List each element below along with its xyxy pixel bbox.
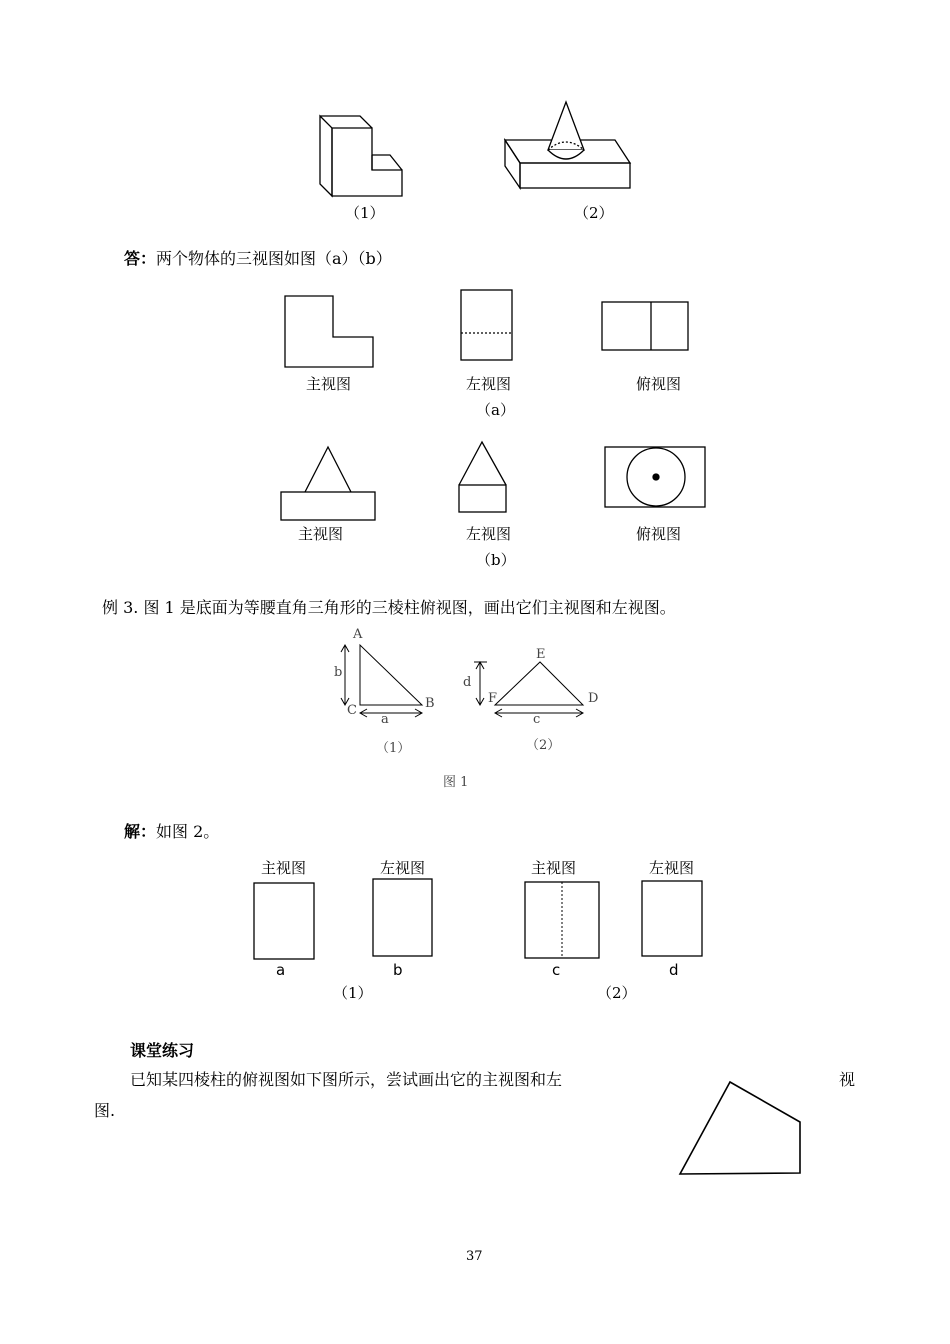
vertex-c-label: C <box>347 703 357 718</box>
page-number: 37 <box>466 1249 483 1264</box>
fig2-label-d: d <box>669 961 679 979</box>
fig2-g1-front-label: 主视图 <box>261 859 307 877</box>
figure-1-caption: 图 1 <box>443 775 469 790</box>
fig2-g1-caption: （1） <box>333 984 373 1002</box>
vertex-d-label: D <box>588 691 599 706</box>
views-a-caption: （a） <box>476 401 515 419</box>
figure-1-drawing <box>341 645 583 717</box>
vertex-e-label: E <box>536 647 546 662</box>
answer-line <box>124 249 392 269</box>
answer-prefix: 答： <box>124 249 157 268</box>
side-d-label: d <box>463 675 472 690</box>
views-b-caption: （b） <box>476 551 516 569</box>
fig2-label-b: b <box>393 961 403 979</box>
views-a-front-label: 主视图 <box>306 375 352 393</box>
fig2-g1-left-label: 左视图 <box>380 859 426 877</box>
fig2-label-a: a <box>276 961 286 979</box>
views-a-drawing <box>285 290 688 367</box>
solution-prefix: 解： <box>124 822 157 841</box>
side-b-label: b <box>334 665 343 680</box>
side-c-label: c <box>533 712 541 727</box>
figure-1-sub1-caption: （1） <box>376 741 411 756</box>
fig2-label-c: c <box>552 961 561 979</box>
views-a-left-label: 左视图 <box>466 375 512 393</box>
figure-1-sub2-caption: （2） <box>526 738 561 753</box>
example-3-text: 例 3. 图 1 是底面为等腰直角三角形的三棱柱俯视图，画出它们主视图和左视图。 <box>102 598 676 617</box>
answer-text: 两个物体的三视图如图（a）（b） <box>156 249 392 268</box>
views-b-front-label: 主视图 <box>298 525 344 543</box>
views-a-top-label: 俯视图 <box>636 375 682 393</box>
practice-line-2: 图. <box>94 1101 116 1120</box>
fig2-g2-front-label: 主视图 <box>531 859 577 877</box>
views-b-drawing <box>281 442 705 520</box>
solid-2-caption: （2） <box>574 204 614 222</box>
solution-text: 如图 2。 <box>156 822 220 841</box>
side-a-label: a <box>381 712 389 727</box>
practice-heading: 课堂练习 <box>130 1041 195 1060</box>
practice-quadrilateral <box>680 1082 800 1174</box>
views-b-top-label: 俯视图 <box>636 525 682 543</box>
vertex-a-label: A <box>353 627 363 642</box>
practice-line-1-end: 视 <box>839 1070 856 1089</box>
solid-1-caption: （1） <box>345 204 385 222</box>
figure-2-drawing <box>254 879 702 959</box>
solid-1-drawing <box>320 116 402 196</box>
solid-2-drawing <box>505 102 630 188</box>
vertex-b-label: B <box>425 696 435 711</box>
vertex-f-label: F <box>488 691 498 706</box>
solution-line <box>124 822 219 842</box>
fig2-g2-left-label: 左视图 <box>649 859 695 877</box>
fig2-g2-caption: （2） <box>597 984 637 1002</box>
practice-line-1: 已知某四棱柱的俯视图如下图所示，尝试画出它的主视图和左 <box>130 1070 563 1089</box>
views-b-left-label: 左视图 <box>466 525 512 543</box>
